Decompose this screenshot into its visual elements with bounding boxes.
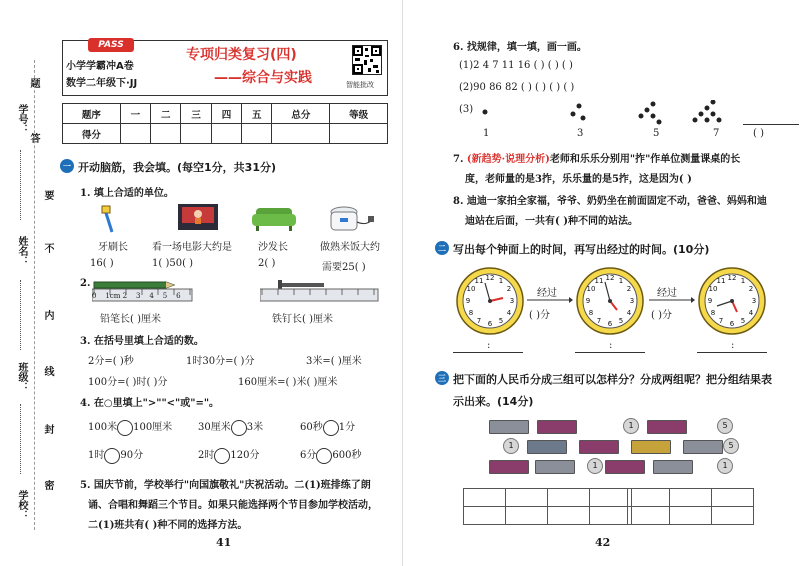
svg-text:2: 2 <box>748 285 754 293</box>
svg-text:1: 1 <box>618 277 624 285</box>
grid-cell[interactable] <box>464 489 506 507</box>
table-cell: 三 <box>181 104 211 124</box>
ruler-mark-label: 2 <box>122 292 128 300</box>
table-cell: 四 <box>211 104 241 124</box>
banknote-icon <box>631 440 671 454</box>
page-title: 专项归类复习(四) <box>186 47 297 63</box>
coin-icon: 5 <box>723 438 739 454</box>
time-answer-line[interactable] <box>575 352 645 353</box>
score-input-cell[interactable] <box>181 124 211 144</box>
school-label: 学校： <box>16 490 27 520</box>
svg-text:9: 9 <box>585 297 591 305</box>
page-number: 42 <box>595 536 611 549</box>
question-text: 诵、合唱和舞蹈三个节目。如果只能选择两个节目参加学校活动， <box>88 500 378 511</box>
elapsed-minutes-blank[interactable]: ( )分 <box>529 310 550 321</box>
q1-item-label: 看一场电影大约是 <box>152 242 232 253</box>
svg-text:9: 9 <box>465 297 471 305</box>
svg-text:11: 11 <box>474 277 484 285</box>
margin-label: 封 <box>42 424 53 434</box>
q1-blank[interactable]: 16( ) <box>90 258 114 269</box>
table-cell: 得分 <box>63 124 121 144</box>
drawing-line <box>743 124 799 125</box>
ruler-mark-label: 6 <box>176 292 181 300</box>
svg-text:4: 4 <box>626 309 632 317</box>
right-page <box>402 0 800 566</box>
margin-label: 题 <box>28 78 39 88</box>
compare-item <box>300 418 355 436</box>
time-colon: : <box>609 340 613 351</box>
elapsed-label: 经过 <box>657 288 677 299</box>
coin-icon: 1 <box>587 458 603 474</box>
svg-text:12: 12 <box>727 274 737 282</box>
margin-label: 要 <box>42 190 53 200</box>
score-table-header-row <box>63 104 388 124</box>
svg-text:9: 9 <box>707 297 713 305</box>
svg-text:4: 4 <box>748 309 754 317</box>
grid-cell[interactable] <box>548 489 590 507</box>
movie-theater-icon <box>176 202 220 234</box>
pencil-length-blank[interactable]: 铅笔长( )厘米 <box>100 314 161 325</box>
question-text: 6. 找规律，填一填，画一画。 <box>453 42 587 53</box>
grid-cell[interactable] <box>590 489 632 507</box>
compare-item <box>300 446 361 464</box>
grid-cell[interactable] <box>628 489 670 507</box>
compare-circle[interactable] <box>104 448 120 464</box>
svg-text:10: 10 <box>708 285 718 293</box>
svg-text:6: 6 <box>607 320 613 328</box>
q1-item-label: 牙刷长 <box>98 242 128 253</box>
svg-text:2: 2 <box>626 285 632 293</box>
grid-cell[interactable] <box>628 507 670 525</box>
score-input-cell[interactable] <box>242 124 272 144</box>
svg-text:5: 5 <box>740 317 746 325</box>
compare-left: 1时 <box>88 450 105 461</box>
svg-text:11: 11 <box>594 277 604 285</box>
grid-cell[interactable] <box>670 489 712 507</box>
time-colon: : <box>487 340 491 351</box>
student-no-label: 学号： <box>16 104 27 134</box>
banknote-icon <box>605 460 645 474</box>
section-title: 开动脑筋，我会填。(每空1分，共31分) <box>78 161 277 174</box>
series-name: 小学学霸冲A卷 <box>66 61 134 72</box>
section-badge: 二 <box>435 241 449 255</box>
rice-cooker-icon <box>328 204 376 234</box>
svg-text:8: 8 <box>710 309 716 317</box>
section-title: 写出每个钟面上的时间，再写出经过的时间。(10分) <box>453 243 710 256</box>
svg-text:1: 1 <box>740 277 746 285</box>
score-input-cell[interactable] <box>272 124 330 144</box>
section-badge: 三 <box>435 371 449 385</box>
table-cell: 五 <box>242 104 272 124</box>
compare-right: 600秒 <box>332 450 362 461</box>
page-number: 41 <box>216 536 232 549</box>
grouping-grid-three <box>463 488 632 525</box>
question-text[interactable]: 二(1)班共有( )种不同的选择方法。 <box>88 520 248 531</box>
dot-count-label: 3 <box>577 128 584 139</box>
clock-face-2 <box>575 266 645 336</box>
question-text <box>453 150 740 165</box>
question-text[interactable]: 迪站在后面，一共有( )种不同的站法。 <box>465 216 638 227</box>
question-text[interactable]: 度，老师量的是3拃，乐乐量的是5拃，这是因为( ) <box>465 174 692 185</box>
time-answer-line[interactable] <box>697 352 767 353</box>
q1-blank[interactable]: 需要25( ) <box>322 262 366 273</box>
svg-text:5: 5 <box>498 317 504 325</box>
arrow-right-icon <box>527 296 573 304</box>
svg-text:7: 7 <box>476 317 482 325</box>
svg-text:4: 4 <box>506 309 512 317</box>
ruler-mark-label: 3 <box>136 292 141 300</box>
svg-text:8: 8 <box>588 309 594 317</box>
q1-blank[interactable]: 1( )50( ) <box>152 258 194 269</box>
question-tag: (新趋势·说理分析) <box>466 154 550 165</box>
coin-icon: 5 <box>717 418 733 434</box>
time-answer-line[interactable] <box>453 352 523 353</box>
svg-text:8: 8 <box>468 309 474 317</box>
q1-blank[interactable]: 2( ) <box>258 258 276 269</box>
question-text: 1. 填上合适的单位。 <box>80 188 174 199</box>
compare-item <box>198 418 263 436</box>
grid-cell[interactable] <box>506 489 548 507</box>
svg-text:10: 10 <box>466 285 476 293</box>
ruler-mark-label: 0 <box>92 292 97 300</box>
table-cell: 等级 <box>330 104 388 124</box>
compare-right: 3米 <box>246 422 264 433</box>
banknote-icon <box>535 460 575 474</box>
question-text: 4. 在○里填上">""<"或"="。 <box>80 398 220 409</box>
conversion-blank[interactable]: 2分=( )秒 <box>88 356 134 367</box>
conversion-blank[interactable]: 100分=( )时( )分 <box>88 377 168 388</box>
margin-label: 内 <box>42 310 53 320</box>
compare-circle[interactable] <box>117 420 133 436</box>
conversion-blank[interactable]: 1时30分=( )分 <box>186 356 255 367</box>
banknote-icon <box>647 420 687 434</box>
banknote-icon <box>489 460 529 474</box>
conversion-blank[interactable]: 160厘米=( )米( )厘米 <box>238 377 338 388</box>
dot-count-label: 5 <box>653 128 660 139</box>
table-cell: 二 <box>151 104 181 124</box>
margin-label: 密 <box>42 480 53 490</box>
score-table <box>62 103 388 144</box>
score-input-cell[interactable] <box>120 124 150 144</box>
sequence-row[interactable]: (1)2 4 7 11 16 ( ) ( ) ( ) <box>459 60 573 71</box>
qr-code-icon[interactable] <box>352 45 382 75</box>
binding-line <box>34 60 35 530</box>
banknote-icon <box>579 440 619 454</box>
dot-count-label: 7 <box>713 128 720 139</box>
ruler-unit: cm <box>109 292 121 300</box>
name-line <box>20 280 21 350</box>
ruler-mark-label: 4 <box>149 292 154 300</box>
nail-length-blank[interactable]: 铁钉长( )厘米 <box>272 314 333 325</box>
score-table-row <box>63 124 388 144</box>
q1-item-label: 沙发长 <box>258 242 288 253</box>
section-title: 把下面的人民币分成三组可以怎样分？分成两组呢？把分组结果表 <box>453 373 772 386</box>
compare-circle[interactable] <box>316 448 332 464</box>
svg-text:7: 7 <box>596 317 602 325</box>
clock-face-1 <box>455 266 525 336</box>
banknote-icon <box>489 420 529 434</box>
clock-face-3 <box>697 266 767 336</box>
compare-item <box>198 446 259 464</box>
grid-cell[interactable] <box>670 507 712 525</box>
dot-count-label: 1 <box>483 128 490 139</box>
ruler-mark-label: 1 <box>105 292 110 300</box>
sequence-label: (3) <box>459 104 474 115</box>
table-cell: 题序 <box>63 104 121 124</box>
compare-item <box>88 446 143 464</box>
section-title: 示出来。(14分) <box>453 395 534 408</box>
banknote-icon <box>653 460 693 474</box>
svg-text:3: 3 <box>509 297 515 305</box>
grouping-grid-two <box>627 488 754 525</box>
question-text: 3. 在括号里填上合适的数。 <box>80 336 204 347</box>
margin-label: 不 <box>42 243 53 253</box>
grid-cell[interactable] <box>464 507 506 525</box>
question-number: 2. <box>80 278 91 289</box>
compare-item <box>88 418 172 436</box>
sequence-row[interactable]: (2)90 86 82 ( ) ( ) ( ) ( ) <box>459 82 575 93</box>
grid-cell[interactable] <box>712 489 754 507</box>
compare-left: 60秒 <box>300 422 323 433</box>
brand-logo: PASS <box>88 38 134 52</box>
table-cell: 总分 <box>272 104 330 124</box>
score-input-cell[interactable] <box>211 124 241 144</box>
question-number: 7. <box>453 154 467 165</box>
svg-text:2: 2 <box>506 285 512 293</box>
dot-pattern-figure <box>467 100 767 126</box>
svg-text:3: 3 <box>751 297 757 305</box>
q1-item-label: 做熟米饭大约 <box>320 242 380 253</box>
compare-right: 120分 <box>230 450 260 461</box>
compare-right: 90分 <box>120 450 144 461</box>
coin-icon: 1 <box>623 418 639 434</box>
elapsed-label: 经过 <box>537 288 557 299</box>
dot-pattern-blank[interactable]: ( ) <box>753 128 764 139</box>
grid-cell[interactable] <box>506 507 548 525</box>
coin-icon: 1 <box>503 438 519 454</box>
compare-left: 100米 <box>88 422 118 433</box>
svg-text:12: 12 <box>605 274 615 282</box>
svg-text:1: 1 <box>498 277 504 285</box>
svg-text:12: 12 <box>485 274 495 282</box>
toothbrush-icon <box>92 204 122 234</box>
grid-cell[interactable] <box>548 507 590 525</box>
compare-left: 30厘米 <box>198 422 231 433</box>
grade-label: 数学二年级下·JJ <box>66 78 138 89</box>
compare-left: 6分 <box>300 450 317 461</box>
svg-text:5: 5 <box>618 317 624 325</box>
score-input-cell[interactable] <box>151 124 181 144</box>
nail-ruler-figure <box>260 274 380 302</box>
compare-left: 2时 <box>198 450 215 461</box>
compare-circle[interactable] <box>214 448 230 464</box>
table-cell: 一 <box>120 104 150 124</box>
qr-caption: 智能批改 <box>346 81 374 89</box>
compare-right: 1分 <box>338 422 356 433</box>
margin-label: 答 <box>28 133 39 143</box>
page-subtitle: ——综合与实践 <box>214 70 312 86</box>
compare-circle[interactable] <box>323 420 339 436</box>
banknote-icon <box>683 440 723 454</box>
svg-text:11: 11 <box>716 277 726 285</box>
svg-text:6: 6 <box>729 320 735 328</box>
name-label: 姓名： <box>16 236 27 266</box>
svg-text:7: 7 <box>718 317 724 325</box>
grid-cell[interactable] <box>712 507 754 525</box>
conversion-blank[interactable]: 3米=( )厘米 <box>306 356 362 367</box>
elapsed-minutes-blank[interactable]: ( )分 <box>651 310 672 321</box>
student-no-line <box>20 150 21 220</box>
sofa-icon <box>252 206 296 232</box>
class-label: 班级： <box>16 362 27 392</box>
banknote-icon <box>527 440 567 454</box>
margin-label: 线 <box>42 366 53 376</box>
svg-text:10: 10 <box>586 285 596 293</box>
ruler-mark <box>92 292 181 300</box>
ruler-mark-label: 5 <box>162 292 168 300</box>
banknote-icon <box>537 420 577 434</box>
compare-right: 100厘米 <box>133 422 173 433</box>
coin-icon: 1 <box>717 458 733 474</box>
question-text: 8. 迪迪一家拍全家福，爷爷、奶奶坐在前面固定不动，爸爸、妈妈和迪 <box>453 196 767 207</box>
score-input-cell[interactable] <box>330 124 388 144</box>
compare-circle[interactable] <box>231 420 247 436</box>
time-colon: : <box>731 340 735 351</box>
grid-cell[interactable] <box>590 507 632 525</box>
question-text: 5. 国庆节前，学校举行"向国旗敬礼"庆祝活动。二(1)班排练了朗 <box>80 480 371 491</box>
section-badge: 一 <box>60 159 74 173</box>
class-line <box>20 404 21 474</box>
svg-text:3: 3 <box>629 297 635 305</box>
arrow-right-icon <box>649 296 695 304</box>
question-line: 老师和乐乐分别用"拃"作单位测量课桌的长 <box>549 154 741 165</box>
svg-text:6: 6 <box>487 320 493 328</box>
